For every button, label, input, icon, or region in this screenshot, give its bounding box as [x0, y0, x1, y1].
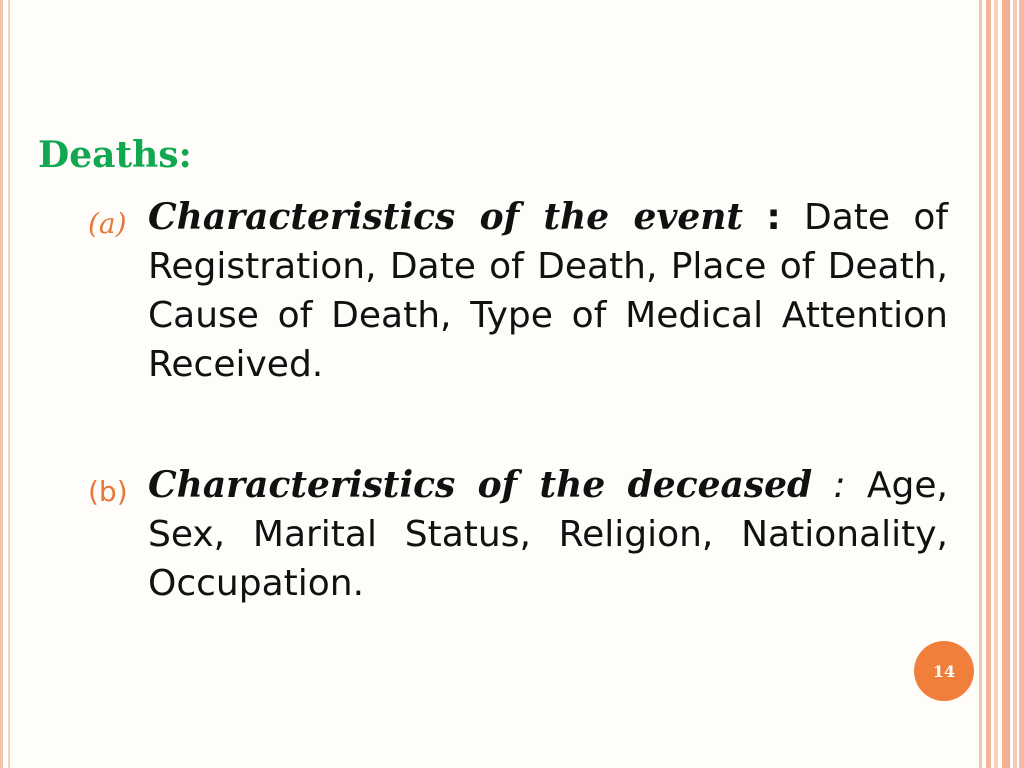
- list-marker: (b): [88, 475, 128, 508]
- item-separator: :: [833, 465, 846, 506]
- right-stripe: [986, 0, 991, 768]
- right-stripe: [1019, 0, 1024, 768]
- left-border-inner: [8, 0, 10, 768]
- right-stripe: [1002, 0, 1010, 768]
- item-description: Age, Sex, Marital Status, Religion, Nationality, Occupation.: [148, 465, 948, 604]
- left-border: [0, 0, 3, 768]
- list-item-text: [148, 461, 948, 608]
- right-stripe: [979, 0, 982, 768]
- item-separator: :: [766, 197, 781, 238]
- list-item-event: [88, 193, 948, 389]
- list-marker: (a): [88, 207, 127, 240]
- item-description: Date of Registration, Date of Death, Place of Death, Cause of Death, Type of Medical Attention Received.: [148, 197, 949, 385]
- page-number-badge: 14: [914, 641, 974, 701]
- slide-heading: Deaths:: [38, 134, 192, 176]
- item-term: Characteristics of the event: [148, 196, 744, 238]
- right-stripe: [1013, 0, 1017, 768]
- item-term: Characteristics of the deceased: [148, 464, 813, 506]
- right-stripe: [994, 0, 998, 768]
- list-item-text: [148, 193, 948, 389]
- list-item-deceased: [88, 461, 948, 608]
